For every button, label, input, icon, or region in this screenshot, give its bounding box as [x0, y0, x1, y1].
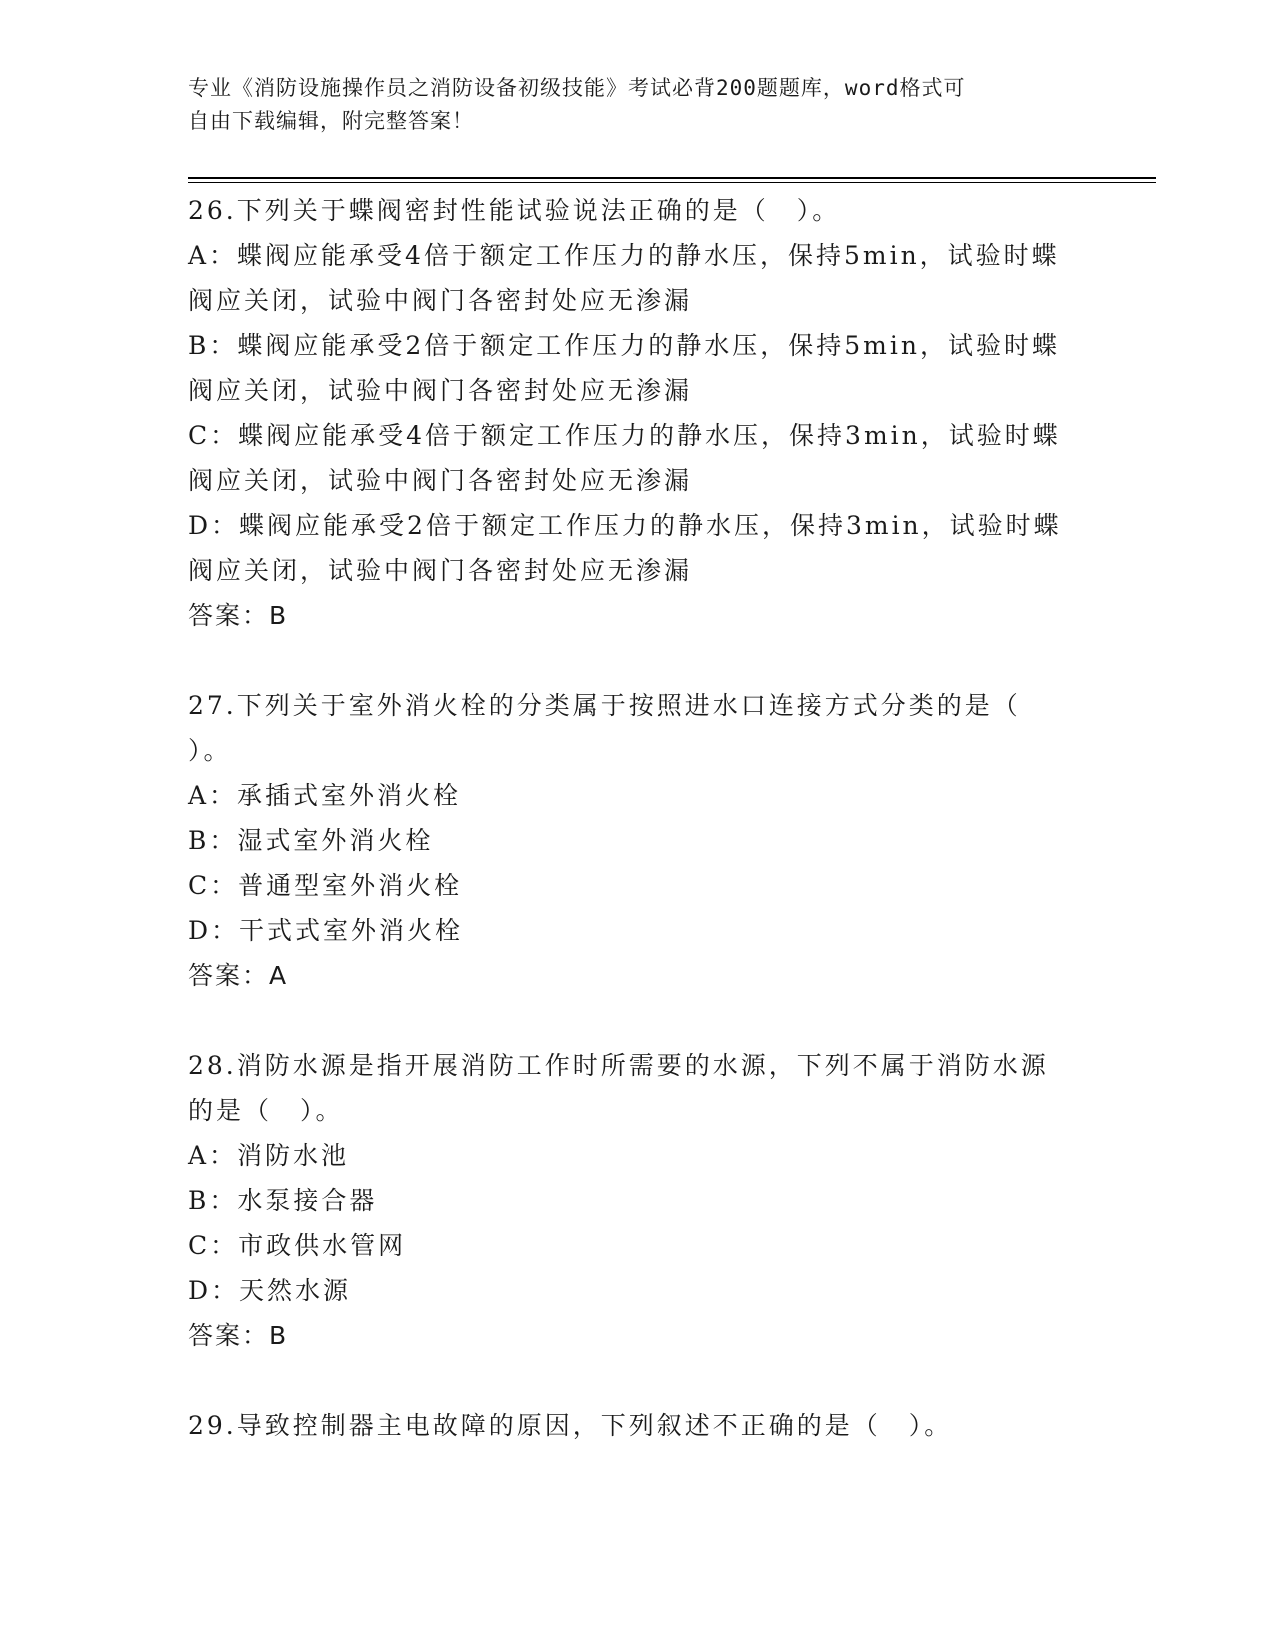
option-b-cont: 阀应关闭，试验中阀门各密封处应无渗漏	[188, 376, 693, 405]
question-stem: 28.消防水源是指开展消防工作时所需要的水源，下列不属于消防水源	[188, 1051, 1049, 1080]
header-line: 自由下载编辑，附完整答案！	[188, 109, 474, 133]
spacer	[188, 638, 1088, 683]
question-stem: 27.下列关于室外消火栓的分类属于按照进水口连接方式分类的是（	[188, 691, 1021, 720]
document-header	[188, 72, 1068, 138]
header-divider	[188, 182, 1156, 183]
answer-label: 答案：A	[188, 961, 289, 990]
question-block	[188, 188, 1088, 638]
option-a-cont: 阀应关闭，试验中阀门各密封处应无渗漏	[188, 286, 693, 315]
option-c: C：蝶阀应能承受4倍于额定工作压力的静水压，保持3min，试验时蝶	[188, 421, 1061, 450]
question-stem-cont: 的是（ ）。	[188, 1096, 344, 1125]
question-stem: 29.导致控制器主电故障的原因，下列叙述不正确的是（ ）。	[188, 1411, 953, 1440]
option-d: D：蝶阀应能承受2倍于额定工作压力的静水压，保持3min，试验时蝶	[188, 511, 1062, 540]
option-a: A：承插式室外消火栓	[188, 781, 462, 810]
header-divider	[188, 177, 1156, 179]
option-c: C：市政供水管网	[188, 1231, 407, 1260]
question-block	[188, 1403, 1088, 1448]
question-list	[188, 188, 1088, 1448]
question-block	[188, 683, 1088, 998]
header-line: 专业《消防设施操作员之消防设备初级技能》考试必背200题题库，word格式可	[188, 76, 966, 100]
option-b: B：蝶阀应能承受2倍于额定工作压力的静水压，保持5min，试验时蝶	[188, 331, 1060, 360]
option-a: A：蝶阀应能承受4倍于额定工作压力的静水压，保持5min，试验时蝶	[188, 241, 1060, 270]
question-stem: 26.下列关于蝶阀密封性能试验说法正确的是（ ）。	[188, 196, 841, 225]
answer-label: 答案：B	[188, 601, 289, 630]
option-b: B：湿式室外消火栓	[188, 826, 434, 855]
option-c-cont: 阀应关闭，试验中阀门各密封处应无渗漏	[188, 466, 693, 495]
spacer	[188, 1358, 1088, 1403]
question-stem-cont: ）。	[188, 736, 232, 765]
option-d: D：天然水源	[188, 1276, 352, 1305]
option-c: C：普通型室外消火栓	[188, 871, 463, 900]
option-b: B：水泵接合器	[188, 1186, 378, 1215]
question-block	[188, 1043, 1088, 1358]
spacer	[188, 998, 1088, 1043]
answer-label: 答案：B	[188, 1321, 289, 1350]
option-d-cont: 阀应关闭，试验中阀门各密封处应无渗漏	[188, 556, 693, 585]
option-d: D：干式式室外消火栓	[188, 916, 464, 945]
option-a: A：消防水池	[188, 1141, 350, 1170]
